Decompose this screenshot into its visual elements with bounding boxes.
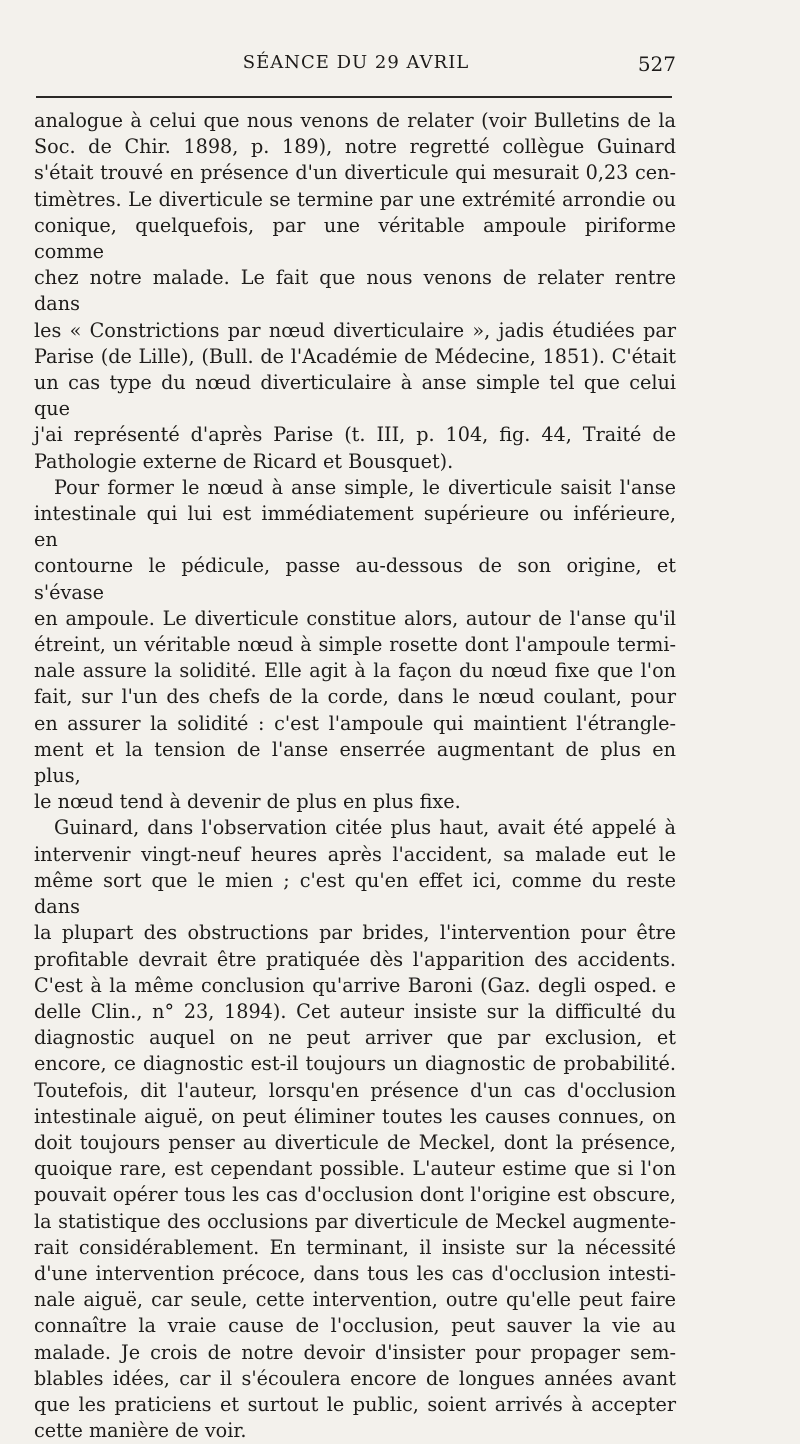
running-header (36, 52, 676, 82)
text-line: rait considérablement. En terminant, il insiste sur la nécessité (34, 1235, 676, 1259)
text-line: blables idées, car il s'écoulera encore de longues années avant (34, 1366, 676, 1390)
text-line: nale assure la solidité. Elle agit à la façon du nœud fixe que l'on (34, 659, 676, 683)
text-line: contourne le pédicule, passe au-dessous de son origine, et s'évase (34, 554, 676, 604)
text-line: doit toujours penser au diverticule de Meckel, dont la présence, (34, 1130, 676, 1154)
text-line: pouvait opérer tous les cas d'occlusion dont l'origine est obscure, (34, 1183, 676, 1207)
text-line: les « Constrictions par nœud diverticulaire », jadis étudiées par (34, 318, 676, 342)
page-number: 527 (637, 52, 676, 76)
text-line: nale aiguë, car seule, cette intervention, outre qu'elle peut faire (34, 1288, 676, 1312)
text-line: étreint, un véritable nœud à simple rosette dont l'ampoule termi- (34, 633, 676, 657)
text-line: intestinale aiguë, on peut éliminer toutes les causes connues, on (34, 1104, 676, 1128)
text-line: la statistique des occlusions par diverticule de Meckel augmente- (34, 1209, 676, 1233)
text-line: diagnostic auquel on ne peut arriver que par exclusion, et (34, 1026, 676, 1050)
text-line: ment et la tension de l'anse enserrée augmentant de plus en plus, (34, 737, 676, 788)
text-line: un cas type du nœud diverticulaire à anse simple tel que celui que (34, 371, 676, 421)
text-line: analogue à celui que nous venons de relater (voir Bulletins de la (34, 109, 676, 132)
paragraph (34, 815, 676, 1444)
text-line: timètres. Le diverticule se termine par une extrémité arrondie ou (34, 187, 676, 211)
text-line: intestinale qui lui est immédiatement supérieure ou inférieure, en (34, 502, 676, 552)
text-line: intervenir vingt-neuf heures après l'accident, sa malade eut le (34, 842, 676, 866)
text-line: Pour former le nœud à anse simple, le diverticule saisit l'anse (54, 475, 676, 499)
text-line: en assurer la solidité : c'est l'ampoule qui maintient l'étrangle- (34, 711, 676, 735)
paragraph (34, 108, 676, 475)
text-line: d'une intervention précoce, dans tous les cas d'occlusion intesti- (34, 1261, 676, 1285)
text-line: s'était trouvé en présence d'un diverticule qui mesurait 0,23 cen- (34, 161, 676, 185)
text-line: delle Clin., n° 23, 1894). Cet auteur insiste sur la difficulté du (34, 999, 676, 1023)
text-line: même sort que le mien ; c'est qu'en effet ici, comme du reste dans (34, 868, 676, 919)
text-line: quoique rare, est cependant possible. L'auteur estime que si l'on (34, 1157, 676, 1181)
text-line: que les praticiens et surtout le public, soient arrivés à accepter (34, 1392, 676, 1416)
text-line: chez notre malade. Le fait que nous venons de relater rentre dans (34, 266, 676, 316)
text-line: le nœud tend à devenir de plus en plus fixe. (34, 790, 461, 814)
text-line: cette manière de voir. (34, 1419, 247, 1443)
body-text (34, 108, 676, 1444)
text-line: profitable devrait être pratiquée dès l'apparition des accidents. (34, 947, 676, 971)
text-line: Guinard, dans l'observation citée plus haut, avait été appelé à (54, 816, 676, 840)
text-line: Soc. de Chir. 1898, p. 189), notre regretté collègue Guinard (34, 135, 676, 159)
text-line: Parise (de Lille), (Bull. de l'Académie de Médecine, 1851). C'était (34, 344, 676, 368)
header-title: SÉANCE DU 29 AVRIL (242, 52, 470, 73)
text-line: en ampoule. Le diverticule constitue alors, autour de l'anse qu'il (34, 606, 676, 630)
paragraph (34, 475, 676, 816)
text-line: j'ai représenté d'après Parise (t. III, p. 104, fig. 44, Traité de (34, 423, 676, 447)
text-line: Toutefois, dit l'auteur, lorsqu'en présence d'un cas d'occlusion (34, 1078, 676, 1102)
text-line: la plupart des obstructions par brides, l'intervention pour être (34, 921, 676, 945)
text-line: encore, ce diagnostic est-il toujours un diagnostic de probabilité. (34, 1052, 676, 1076)
text-line: malade. Je crois de notre devoir d'insister pour propager sem- (34, 1340, 676, 1364)
text-line: fait, sur l'un des chefs de la corde, dans le nœud coulant, pour (34, 685, 676, 709)
text-line: conique, quelquefois, par une véritable ampoule piriforme comme (34, 213, 676, 264)
header-rule (36, 96, 672, 98)
text-line: C'est à la même conclusion qu'arrive Baroni (Gaz. degli osped. e (34, 973, 676, 997)
text-line: connaître la vraie cause de l'occlusion, peut sauver la vie au (34, 1314, 676, 1338)
text-line: Pathologie externe de Ricard et Bousquet). (34, 449, 454, 473)
